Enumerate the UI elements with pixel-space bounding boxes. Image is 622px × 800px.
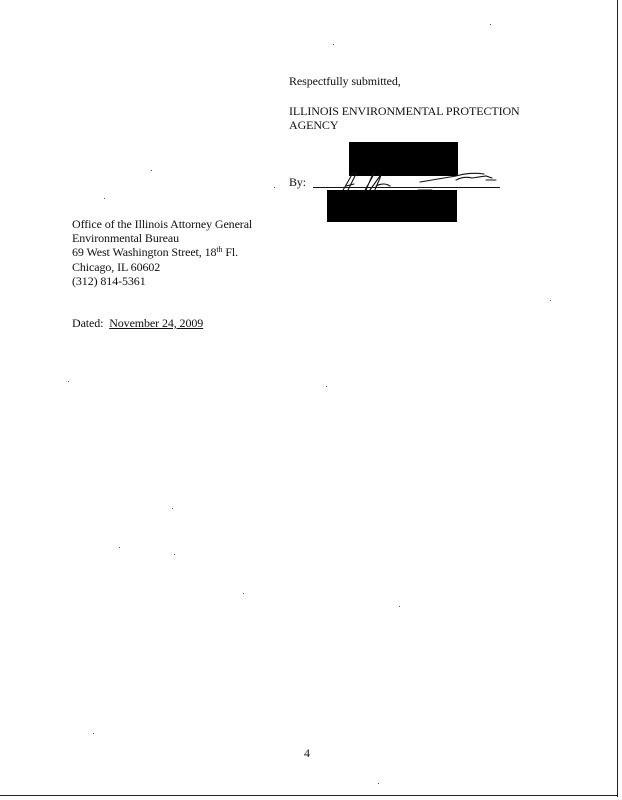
street-floor-text: Fl. bbox=[222, 245, 239, 259]
scan-speck bbox=[326, 386, 327, 387]
scan-speck bbox=[68, 381, 69, 382]
scan-speck bbox=[333, 44, 334, 45]
scan-speck bbox=[490, 24, 491, 25]
address-line-city: Chicago, IL 60602 bbox=[72, 260, 161, 274]
dated-line bbox=[72, 316, 203, 331]
scan-speck bbox=[399, 606, 400, 607]
dated-value: November 24, 2009 bbox=[109, 316, 204, 330]
scan-speck bbox=[174, 554, 175, 555]
scan-speck bbox=[243, 593, 244, 594]
scan-speck bbox=[93, 733, 94, 734]
scan-speck bbox=[172, 508, 173, 509]
redaction-box-bottom bbox=[327, 190, 457, 222]
dated-label: Dated: bbox=[72, 316, 104, 330]
closing-text: Respectfully submitted, bbox=[289, 74, 401, 88]
agency-name-line2: AGENCY bbox=[289, 118, 339, 132]
scan-speck bbox=[378, 783, 379, 784]
scan-speck bbox=[119, 547, 120, 548]
agency-name-line1: ILLINOIS ENVIRONMENTAL PROTECTION bbox=[289, 104, 520, 118]
address-line-office: Office of the Illinois Attorney General bbox=[72, 217, 253, 231]
address-line-bureau: Environmental Bureau bbox=[72, 231, 179, 245]
scan-speck bbox=[104, 198, 105, 199]
page-number: 4 bbox=[304, 746, 310, 760]
scan-speck bbox=[274, 187, 275, 188]
scan-speck bbox=[550, 300, 551, 301]
scan-edge-bottom bbox=[0, 795, 618, 796]
street-ordinal-suffix: th bbox=[216, 245, 223, 254]
address-line-phone: (312) 814-5361 bbox=[72, 274, 146, 288]
street-text: 69 West Washington Street, 18 bbox=[72, 245, 217, 259]
by-label: By: bbox=[289, 175, 307, 189]
address-line-street bbox=[72, 245, 238, 260]
scan-edge-right bbox=[617, 0, 618, 797]
scan-speck bbox=[151, 170, 152, 171]
